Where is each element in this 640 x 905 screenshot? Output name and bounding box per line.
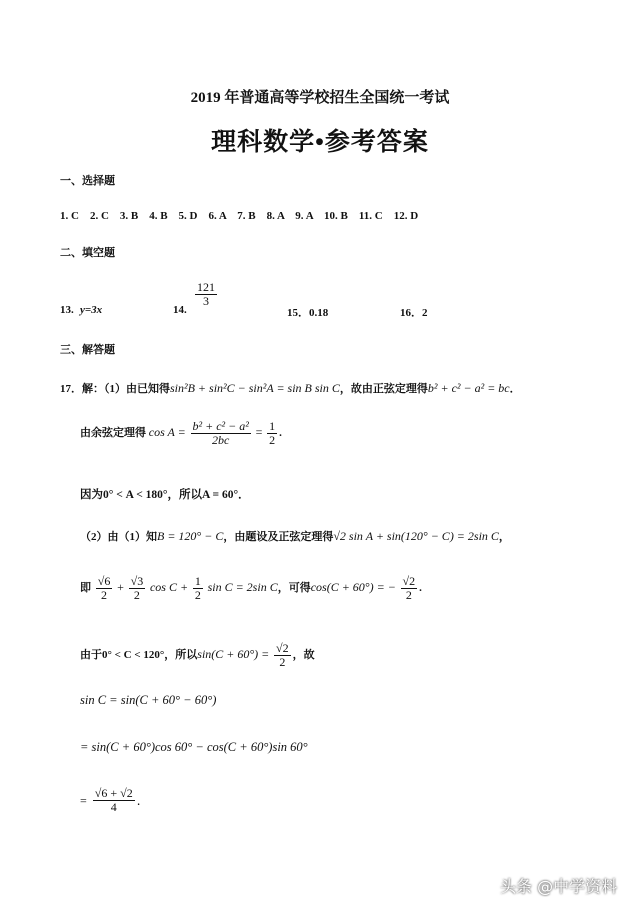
part2-B-relation: B = 120° − C (157, 529, 224, 543)
q15-answer: 15．0.18 (287, 307, 329, 319)
q17-line7: sin C = sin(C + 60° − 60°) (80, 693, 217, 707)
q17-label: 17．解： (60, 383, 104, 395)
q13-label: 13. (60, 304, 74, 316)
line6-suffix: ，故 (292, 649, 315, 662)
watermark: 头条 @中学资料 (500, 877, 618, 896)
sqrt3-over-2-num: √3 (130, 574, 144, 588)
part2-prefix: （2）由（1）知 (80, 531, 157, 543)
line9-period: ． (136, 793, 149, 808)
part2-mid: ，由题设及正弦定理得 (223, 531, 334, 543)
cos-C-plus-60: cos(C + 60°) = − (310, 580, 396, 595)
sqrt2-over-2-num: √2 (402, 574, 416, 588)
q17-part1-result: b² + c² − a² = bc (427, 381, 510, 395)
cosA-lhs: cos A = (148, 425, 186, 440)
choice-answers: 1. C 2. C 3. B 4. B 5. D 6. A 7. B 8. A 9. A 10. B 11. C 12. D (60, 210, 419, 222)
half-numerator: 1 (269, 419, 276, 433)
plus-sign: + (117, 580, 124, 595)
q16-answer: 16．2 (400, 307, 428, 319)
section-heading-solution: 三、解答题 (60, 344, 115, 356)
line6-num: √2 (276, 641, 289, 655)
q13-answer: y=3x (80, 304, 103, 316)
sqrt3-over-2-den: 2 (133, 588, 140, 603)
final-denominator: 4 (110, 800, 117, 815)
section-heading-choice: 一、选择题 (60, 175, 115, 187)
one-half-den: 2 (194, 588, 201, 603)
q14-fraction (193, 281, 219, 308)
half-denominator: 2 (269, 433, 276, 448)
cosA-numerator: b² + c² − a² (192, 419, 249, 433)
q17-line2: 由余弦定理得 cos A = $\frac{\text{b² + c² − a²}}{2bc}$ = $\frac{1}{2}$ . (80, 419, 282, 448)
cosA-denominator: 2bc (212, 433, 230, 448)
q17-line1: 17．解：（1）由已知得sin²B + sin²C − sin²A = sin B sin C，故由正弦定理得b² + c² − a² = bc． (60, 381, 521, 395)
page-title: 理科数学•参考答案 (211, 129, 429, 156)
q14-denominator: 3 (203, 294, 209, 309)
q17-line9 (80, 787, 149, 814)
line5-prefix: 即 (80, 582, 91, 595)
q17-part1-expression: sin²B + sin²C − sin²A = sin B sin C (170, 381, 340, 395)
q17-line4: （2）由（1）知B = 120° − C，由题设及正弦定理得√2 sin A + sin(120° − C) = 2sin C， (80, 529, 510, 543)
line9-equals: = (80, 793, 87, 808)
q14-label: 14. (173, 304, 187, 316)
one-half-num: 1 (194, 574, 201, 588)
sinC-equation: sin C = 2sin C (207, 580, 278, 595)
section-heading-fill: 二、填空题 (60, 247, 115, 259)
sqrt2-over-2-den: 2 (405, 588, 412, 603)
q17-line6 (80, 642, 315, 669)
q14-numerator: 121 (197, 280, 215, 294)
sin-C-plus-60: sin(C + 60°) = (197, 647, 270, 662)
sqrt6-over-2-den: 2 (101, 588, 108, 603)
line6-den: 2 (279, 655, 286, 670)
line6-prefix: 由于0° < C < 120°，所以 (80, 649, 198, 662)
line5-mid: ，可得 (277, 582, 311, 595)
exam-subtitle: 2019 年普通高等学校招生全国统一考试 (190, 90, 450, 106)
q17-line5: 即 $\frac{√6}{2}$ + $\frac{√3}{2}$ cos C + $\frac{1}{2}$ sin C = 2sin C，可得cos(C + 60°) = − $\frac{√2}{2}$ . (80, 574, 422, 603)
part2-sine-equation: √2 sin A + sin(120° − C) = 2sin C (333, 529, 499, 543)
final-numerator: √6 + √2 (94, 786, 133, 800)
sqrt6-over-2-num: √6 (97, 574, 111, 588)
q17-line8: = sin(C + 60°)cos 60° − cos(C + 60°)sin 60° (80, 740, 308, 754)
cosine-law-prefix: 由余弦定理得 (80, 427, 146, 440)
cosC-term: cos C + (149, 580, 189, 595)
q17-line3: 因为0° < A < 180°，所以A = 60°． (80, 489, 250, 501)
q17-part1-mid: ，故由正弦定理得 (339, 383, 428, 395)
cosA-equals: = (255, 425, 263, 440)
q17-part1-intro: （1）由已知得 (104, 383, 170, 395)
